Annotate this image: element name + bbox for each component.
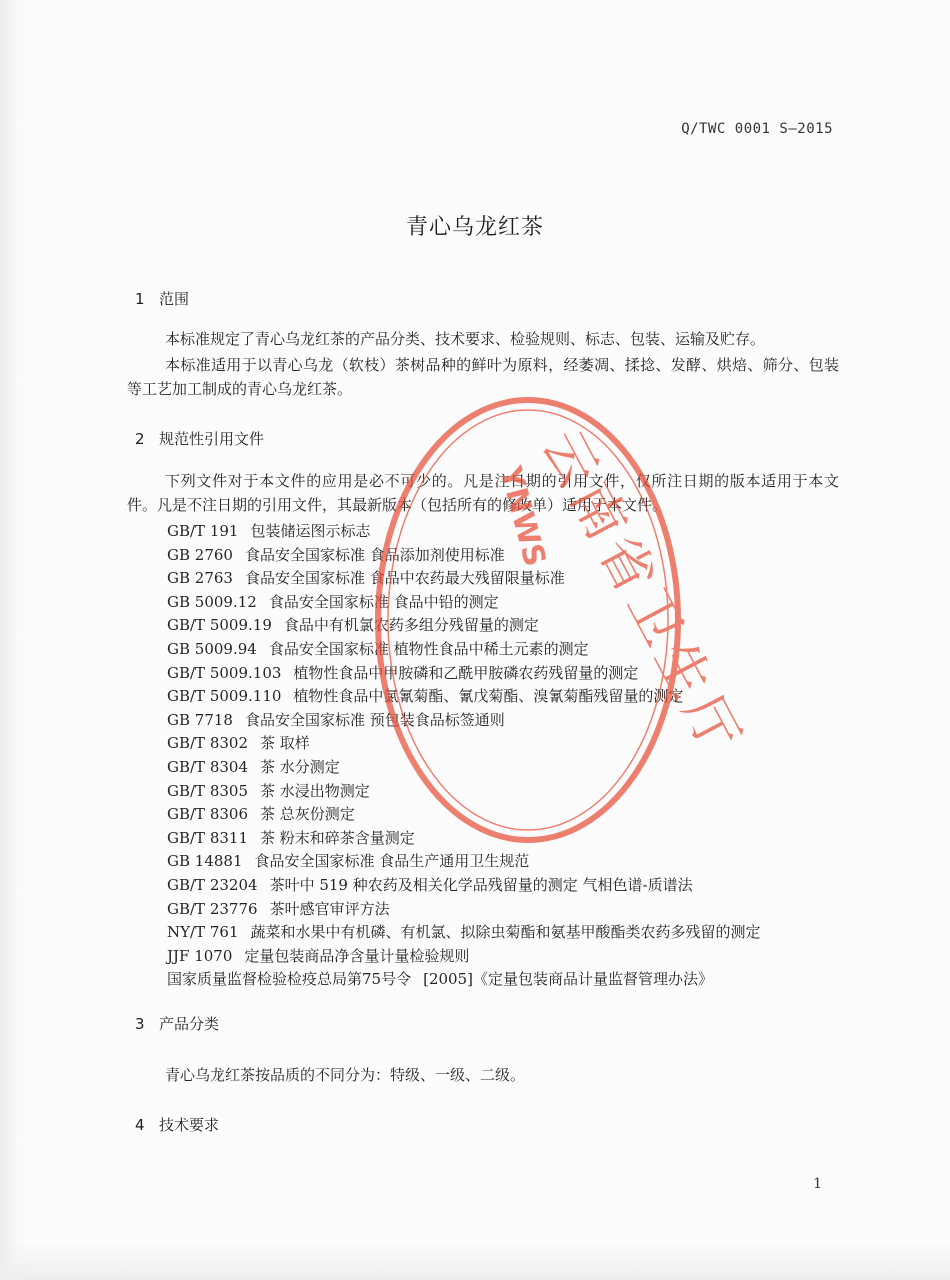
reference-code: GB/T 5009.103: [167, 663, 282, 682]
section-4-heading: [135, 1114, 219, 1135]
section-3-heading: [135, 1013, 219, 1034]
scan-shadow-bottom: [0, 1240, 950, 1280]
scope-paragraph-1: 本标准规定了青心乌龙红茶的产品分类、技术要求、检验规则、标志、包装、运输及贮存。: [165, 330, 766, 348]
reference-title: 植物性食品中氯氰菊酯、氰戊菊酯、溴氰菊酯残留量的测定: [293, 687, 684, 706]
reference-title: 食品中有机氯农药多组分残留量的测定: [283, 616, 539, 635]
reference-item: [167, 874, 761, 898]
reference-title: 食品安全国家标准 食品添加剂使用标准: [244, 545, 505, 564]
reference-code: GB 14881: [167, 852, 243, 871]
section-title: 规范性引用文件: [159, 430, 265, 448]
section-number: 3: [135, 1015, 145, 1033]
reference-code: GB/T 8302: [167, 734, 249, 753]
reference-item: [167, 827, 761, 851]
reference-code: JJF 1070: [167, 946, 233, 965]
references-intro-paragraph: 下列文件对于本文件的应用是必不可少的。凡是注日期的引用文件，仅所注日期的版本适用于本文件。凡是不注日期的引用文件，其最新版本（包括所有的修改单）适用于本文件。: [127, 472, 839, 514]
reference-code: GB/T 8311: [167, 828, 249, 847]
reference-title: 食品安全国家标准 食品中农药最大残留限量标准: [244, 569, 565, 588]
section-number: 4: [135, 1116, 145, 1134]
reference-code: GB/T 5009.19: [167, 616, 272, 635]
normative-references-list: [167, 520, 761, 992]
seal-character: 南: [558, 472, 640, 550]
reference-code: GB 7718: [167, 710, 233, 729]
reference-item: [167, 968, 761, 992]
scope-paragraph-2: 本标准适用于以青心乌龙（软枝）茶树品种的鲜叶为原料，经萎凋、揉捻、发酵、烘焙、筛分、包装等工艺加工制成的青心乌龙红茶。: [127, 356, 839, 398]
reference-code: GB/T 23204: [167, 875, 258, 894]
reference-item: [167, 591, 761, 615]
reference-title: 茶叶感官审评方法: [269, 899, 390, 918]
reference-title: 定量包装商品净含量计量检验规则: [244, 946, 470, 965]
reference-code: GB/T 8305: [167, 781, 249, 800]
reference-item: [167, 685, 761, 709]
reference-item: [167, 850, 761, 874]
section-title: 范围: [159, 290, 190, 308]
reference-title: 茶 总灰份测定: [260, 805, 355, 824]
reference-item: [167, 732, 761, 756]
reference-item: [167, 780, 761, 804]
reference-title: [2005]《定量包装商品计量监督管理办法》: [423, 970, 713, 989]
reference-item: [167, 520, 761, 544]
scan-shadow-left: [0, 0, 30, 1280]
seal-character: 生: [642, 631, 724, 709]
section-title: 产品分类: [159, 1015, 220, 1033]
reference-item: [167, 803, 761, 827]
reference-title: 茶 粉末和碎茶含量测定: [260, 828, 415, 847]
classification-paragraph: 青心乌龙红茶按品质的不同分为：特级、一级、二级。: [165, 1066, 526, 1084]
reference-title: 食品安全国家标准 食品生产通用卫生规范: [254, 852, 530, 871]
reference-code: GB/T 23776: [167, 899, 258, 918]
reference-code: GB/T 8304: [167, 757, 249, 776]
reference-title: 茶叶中 519 种农药及相关化学品残留量的测定 气相色谱-质谱法: [269, 875, 693, 894]
reference-title: 包装储运图示标志: [250, 522, 371, 540]
reference-code: GB 2760: [167, 545, 233, 564]
reference-item: [167, 614, 761, 638]
page-number: 1: [813, 1176, 822, 1192]
reference-title: 食品安全国家标准 预包装食品标签通则: [244, 710, 505, 729]
reference-title: 蔬菜和水果中有机磷、有机氯、拟除虫菊酯和氨基甲酸酯类农药多残留的测定: [250, 923, 761, 942]
seal-character: 厅: [670, 684, 752, 762]
reference-title: 植物性食品中甲胺磷和乙酰甲胺磷农药残留量的测定: [293, 663, 639, 682]
reference-item: [167, 544, 761, 568]
reference-title: 茶 水分测定: [260, 757, 340, 776]
reference-item: [167, 638, 761, 662]
reference-code: GB 2763: [167, 569, 233, 588]
seal-character: 卫: [614, 578, 696, 656]
standard-code: Q/TWC 0001 S—2015: [681, 121, 833, 137]
reference-code: NY/T 761: [167, 923, 239, 942]
reference-title: 食品安全国家标准 植物性食品中稀土元素的测定: [268, 639, 589, 658]
reference-item: [167, 921, 761, 945]
reference-item: [167, 945, 761, 969]
seal-character: 云: [529, 419, 611, 497]
reference-code: GB/T 5009.110: [167, 687, 282, 706]
reference-item: [167, 567, 761, 591]
reference-code: GB/T 191: [167, 522, 239, 540]
reference-code: GB 5009.94: [167, 639, 257, 658]
section-1-heading: [135, 288, 189, 309]
reference-item: [167, 756, 761, 780]
reference-title: 茶 水浸出物测定: [260, 781, 370, 800]
reference-item: [167, 898, 761, 922]
reference-item: [167, 662, 761, 686]
section-title: 技术要求: [159, 1116, 220, 1134]
seal-character: 省: [586, 525, 668, 603]
seal-sub-lettering: YNWS: [492, 463, 553, 571]
document-title: 青心乌龙红茶: [405, 215, 544, 240]
reference-code: GB/T 8306: [167, 805, 249, 824]
reference-title: 茶 取样: [260, 734, 310, 753]
reference-code: GB 5009.12: [167, 592, 257, 611]
section-number: 1: [135, 290, 145, 308]
section-2-heading: [135, 428, 264, 449]
reference-title: 食品安全国家标准 食品中铅的测定: [268, 592, 499, 611]
reference-item: [167, 709, 761, 733]
section-number: 2: [135, 430, 145, 448]
reference-code: 国家质量监督检验检疫总局第75号令: [167, 970, 412, 989]
